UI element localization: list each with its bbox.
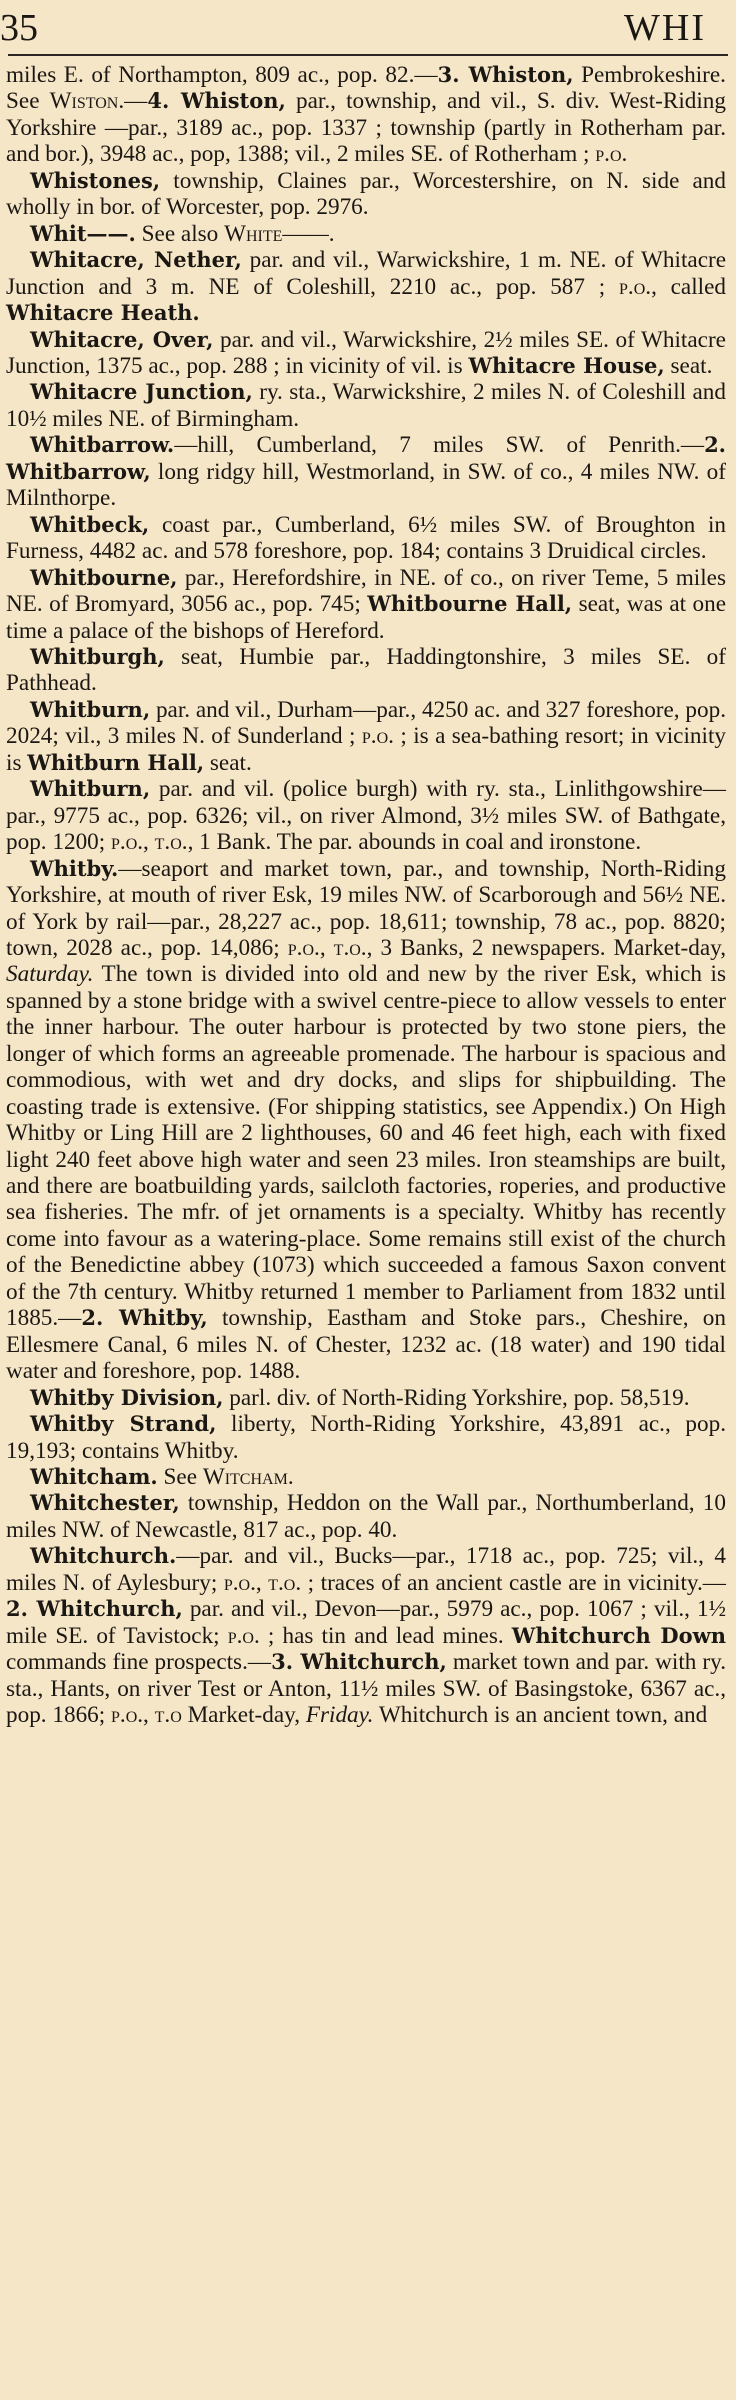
entry-text: See (157, 1464, 203, 1491)
entry-headword: Whitby. (30, 855, 119, 881)
entry-text: market town and par. with ry. sta., Hants, on river Test or Anton, 11½ miles SW. of Basingstoke, 6367 ac., pop. 1866; (6, 1649, 726, 1729)
gazetteer-entry (6, 62, 726, 168)
gazetteer-entry (6, 432, 726, 511)
entry-text: , (143, 1702, 155, 1729)
italic-text: Saturday. (6, 961, 94, 988)
entry-column (6, 62, 726, 1729)
entry-text: par. and vil., Devon—par., 5979 ac., pop. 1067 ; vil., 1½ mile SE. of Tavistock; (6, 1596, 726, 1649)
gazetteer-entry (6, 644, 726, 697)
entry-text: —seaport and market town, par., and township, North-Riding Yorkshire, at mouth of river Esk, 19 miles NW. of Scarborough and 56½ NE. of York by rail—par., 28,227 ac., pop. 18,611; township, 78 ac., pop. 8820; town, 2028 ac., pop. 14,086; (6, 855, 726, 961)
entry-text: , 1 Bank. The par. abounds in coal and ironstone. (187, 829, 642, 856)
gazetteer-entry (6, 221, 726, 247)
entry-text: Market-day, (181, 1702, 306, 1729)
gazetteer-entry (6, 697, 726, 776)
small-caps-text: p.o. (223, 1569, 256, 1596)
entry-headword: Whitacre Junction, (30, 379, 253, 405)
entry-text: commands fine prospects.— (6, 1649, 272, 1676)
entry-text: coast par., Cumberland, 6½ miles SW. of Broughton in Furness, 4482 ac. and 578 foreshore, pop. 184; contains 3 Druidical circles. (6, 511, 726, 565)
small-caps-text: t.o (154, 1702, 182, 1729)
entry-headword: Whitacre, Over, (30, 326, 214, 352)
entry-headword: Whitchester, (30, 1490, 180, 1516)
small-caps-text: p.o. (287, 934, 320, 961)
italic-text: Friday. (305, 1702, 374, 1729)
small-caps-text: p.o. (111, 829, 144, 856)
small-caps-text: p.o. (619, 273, 652, 300)
entry-text: parl. div. of North-Riding Yorkshire, pop. 58,519. (223, 1384, 690, 1411)
entry-text: The town is divided into old and new by the river Esk, which is spanned by a stone bridge with a swivel centre-piece to allow vessels to enter the inner harbour. The outer harbour is protected by two stone piers, the longer of which forms an agreeable promenade. The harbour is spacious and commodious, with wet and dry docks, and slips for shipbuilding. The coasting trade is extensive. (For shipping statistics, see Appendix.) On High Whitby or Ling Hill are 2 lighthouses, 60 and 46 feet high, each with fixed light 240 feet above high water and seen 23 miles. Iron steamships are built, and there are boatbuilding yards, sailcloth factories, roperies, and productive sea fisheries. The mfr. of jet ornaments is a specialty. Whitby has recently come into favour as a watering-place. Some remains still exist of the church of the Benedictine abbey (1073) which succeeded a famous Saxon convent of the 7th century. Whitby returned 1 member to Parliament from 1832 until 1885.— (6, 961, 726, 1332)
entry-headword: Whit——. (30, 220, 136, 246)
entry-headword: 3. Whiston, (437, 62, 574, 87)
entry-headword: Whitby Division, (30, 1384, 224, 1410)
entry-text: township, Eastham and Stoke pars., Cheshire, on Ellesmere Canal, 6 miles N. of Chester, 1232 ac. (18 water) and 190 tidal water and foreshore, pop. 1488. (6, 1305, 726, 1385)
gazetteer-entry (6, 1464, 726, 1490)
entry-headword: Whitchurch. (30, 1543, 177, 1569)
running-head: WHI (624, 7, 706, 49)
small-caps-text: p.o. (361, 723, 394, 750)
gazetteer-entry (6, 1385, 726, 1411)
gazetteer-entry (6, 379, 726, 432)
entry-text: seat, Humbie par., Haddingtonshire, 3 miles SE. of Pathhead. (6, 643, 726, 697)
entry-text: —par. and vil., Bucks—par., 1718 ac., pop. 725; vil., 4 miles N. of Aylesbury; (6, 1543, 726, 1596)
entry-text: seat. (204, 749, 252, 776)
entry-headword: Whitbourne Hall, (367, 591, 573, 617)
gazetteer-entry (6, 512, 726, 565)
entry-headword: 2. Whitchurch, (6, 1596, 183, 1622)
entry-text: Pembrokeshire. See (6, 62, 726, 115)
entry-headword: Whitby Strand, (30, 1411, 217, 1437)
gazetteer-entry (6, 1543, 726, 1728)
entry-text: seat, was at one time a palace of the bishops of Hereford. (6, 591, 726, 644)
entry-headword: Whitacre, Nether, (30, 247, 242, 273)
gazetteer-entry (6, 327, 726, 380)
entry-text: par., township, and vil., S. div. West-Riding Yorkshire —par., 3189 ac., pop. 1337 ; township (partly in Rotherham par. and bor.), 3948 ac., pop, 1388; vil., 2 miles SE. of Rotherham ; (6, 88, 726, 168)
entry-headword: 2. Whitbarrow, (6, 432, 726, 484)
entry-text: —hill, Cumberland, 7 miles SW. of Penrith.— (174, 432, 705, 459)
gazetteer-entry (6, 565, 726, 644)
entry-text: par. and vil., Warwickshire, 1 m. NE. of Whitacre Junction and 3 m. NE of Coleshill, 2210 ac., pop. 587 ; (6, 247, 726, 300)
gazetteer-entry (6, 1490, 726, 1543)
entry-headword: Whitcham. (30, 1464, 158, 1490)
entry-headword: Whitbourne, (30, 564, 178, 590)
entry-text: , (319, 934, 334, 961)
entry-headword: Whitburn Hall, (27, 749, 205, 775)
entry-headword: Whitburn, (30, 776, 151, 802)
entry-text: .— (118, 88, 148, 115)
entry-text: liberty, North-Riding Yorkshire, 43,891 ac., pop. 19,193; contains Whitby. (6, 1411, 726, 1464)
entry-headword: Whitburn, (30, 696, 151, 722)
small-caps-text: t.o. (154, 829, 188, 856)
entry-headword: 4. Whiston, (147, 88, 286, 114)
entry-text: township, Claines par., Worcestershire, on N. side and wholly in bor. of Worcester, pop. 2976. (6, 167, 726, 221)
entry-text: ; is a sea-bathing resort; in vicinity is (6, 723, 726, 776)
gazetteer-entry (6, 168, 726, 221)
entry-text: par. and vil., Warwickshire, 2½ miles SE. of Whitacre Junction, 1375 ac., pop. 288 ; in vicinity of vil. is (6, 326, 726, 379)
entry-headword: Whitburgh, (30, 643, 165, 669)
entry-headword: Whitbeck, (30, 511, 150, 537)
gazetteer-entry (6, 247, 726, 326)
entry-text: miles E. of Northampton, 809 ac., pop. 82.— (6, 62, 438, 88)
small-caps-text: t.o. (333, 934, 367, 961)
entry-text: , 3 Banks, 2 newspapers. Market-day, (366, 934, 727, 961)
small-caps-text: p.o. (111, 1702, 144, 1729)
small-caps-text: Wiston (49, 88, 119, 115)
gazetteer-entry (6, 856, 726, 1385)
page-header (0, 0, 736, 58)
entry-text: , (143, 829, 155, 856)
entry-text: Whitchurch is an ancient town, and (373, 1702, 708, 1729)
entry-headword: Whitacre Heath. (6, 300, 200, 326)
header-rule (8, 54, 728, 56)
entry-text: , called (651, 273, 726, 300)
entry-text: ——. (282, 220, 335, 247)
small-caps-text: p.o. (227, 1622, 260, 1649)
entry-text: ; has tin and lead mines. (259, 1622, 512, 1649)
entry-text: . (287, 1464, 294, 1491)
entry-text: , (255, 1569, 269, 1596)
entry-headword: Whitbarrow. (30, 432, 175, 458)
entry-headword: Whitacre House, (468, 352, 665, 378)
small-caps-text: t.o. (268, 1569, 302, 1596)
entry-headword: 3. Whitchurch, (271, 1649, 447, 1675)
small-caps-text: Witcham (202, 1464, 288, 1491)
entry-text: par. and vil. (police burgh) with ry. sta., Linlithgowshire—par., 9775 ac., pop. 6326; vil., on river Almond, 3½ miles SW. of Bathgate, pop. 1200; (6, 776, 726, 856)
entry-text: par., Herefordshire, in NE. of co., on river Teme, 5 miles NE. of Bromyard, 3056 ac., pop. 745; (6, 564, 726, 618)
entry-text: township, Heddon on the Wall par., Northumberland, 10 miles NW. of Newcastle, 817 ac., pop. 40. (6, 1490, 726, 1543)
entry-text: par. and vil., Durham—par., 4250 ac. and 327 foreshore, pop. 2024; vil., 3 miles N. of Sunderland ; (6, 696, 726, 750)
entry-text: seat. (664, 352, 713, 379)
small-caps-text: White (224, 220, 283, 247)
entry-headword: Whistones, (30, 167, 161, 193)
gazetteer-entry (6, 1411, 726, 1464)
entry-headword: 2. Whitby, (81, 1305, 208, 1331)
small-caps-text: p.o. (595, 141, 628, 168)
gazetteer-entry (6, 776, 726, 855)
entry-headword: Whitchurch Down (511, 1622, 726, 1648)
page-number: 35 (0, 7, 38, 49)
entry-text: ; traces of an ancient castle are in vicinity.— (301, 1569, 726, 1596)
entry-text: ry. sta., Warwickshire, 2 miles N. of Coleshill and 10½ miles NE. of Birmingham. (6, 379, 726, 432)
entry-text: See also (135, 220, 225, 247)
entry-text: long ridgy hill, Westmorland, in SW. of co., 4 miles NW. of Milnthorpe. (6, 458, 726, 512)
